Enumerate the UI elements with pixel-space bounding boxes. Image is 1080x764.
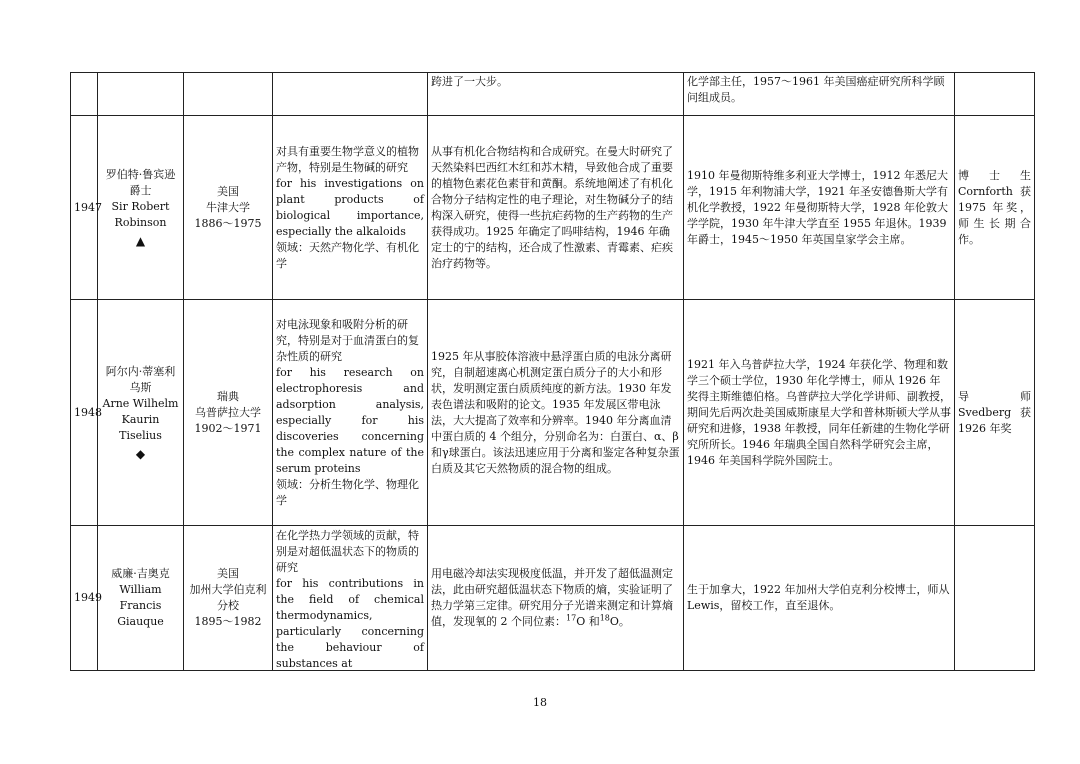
research-field: 领域：分析生物化学、物理化学 <box>276 477 419 507</box>
citation-cn: 对具有重要生物学意义的植物产物，特别是生物碱的研究 <box>276 144 419 174</box>
laureate-cell <box>98 73 184 116</box>
citation-en: for his investigations on plant products of biological importance, especially the alkaloids <box>276 176 424 238</box>
bio-cell: 1910 年曼彻斯特维多利亚大学博士，1912 年悉尼大学，1915 年利物浦大学，1921 年圣安德鲁斯大学有机化学教授，1922 年曼彻斯特大学，1928 年伦敦大学学院，1930 年牛津大学直至 1955 年退休。1939 年爵士，1945～1950 年英国皇家学会主席。 <box>684 116 955 300</box>
laureate-cell <box>98 526 184 671</box>
citation-cell <box>273 73 428 116</box>
table-row <box>71 300 1035 526</box>
life-years: 1886～1975 <box>194 216 262 230</box>
work-cell: 跨进了一大步。 <box>428 73 684 116</box>
isotope-mass: 17 <box>566 613 577 623</box>
institution: 乌普萨拉大学 <box>195 405 261 419</box>
year-cell <box>71 73 98 116</box>
bio-cell: 生于加拿大，1922 年加州大学伯克利分校博士，师从 Lewis，留校工作，直至退休。 <box>684 526 955 671</box>
citation-cn: 对电泳现象和吸附分析的研究，特别是对于血清蛋白的复杂性质的研究 <box>276 317 419 363</box>
note-cell: 导 师 Svedberg 获 1926 年奖 <box>955 300 1035 526</box>
institution-cell <box>184 116 273 300</box>
isotope-mass: 18 <box>599 613 610 623</box>
life-years: 1895～1982 <box>194 615 262 628</box>
institution-cell <box>184 300 273 526</box>
work-cell <box>428 526 684 671</box>
life-years: 1902～1971 <box>194 421 262 435</box>
table-row <box>71 526 1035 671</box>
country: 美国 <box>217 567 239 580</box>
laureate-name-cn: 罗伯特·鲁宾逊爵士 <box>105 167 176 197</box>
laureate-cell <box>98 300 184 526</box>
work-text: O 和 <box>576 615 600 628</box>
table-row <box>71 73 1035 116</box>
citation-cell <box>273 300 428 526</box>
page-number: 18 <box>533 696 547 709</box>
year-cell: 1947 <box>71 116 98 300</box>
citation-cn: 在化学热力学领域的贡献，特别是对超低温状态下的物质的研究 <box>276 529 419 574</box>
citation-en: for his contributions in the field of chemical thermodynamics, particularly concerning the behaviour of substances at <box>276 577 424 670</box>
table-row <box>71 116 1035 300</box>
institution: 加州大学伯克利分校 <box>189 583 267 612</box>
citation-cell <box>273 116 428 300</box>
note-cell <box>955 526 1035 671</box>
bio-cell: 1921 年入乌普萨拉大学，1924 年获化学、物理和数学三个硕士学位，1930 年化学博士，师从 1926 年奖得主斯维德伯格。乌普萨拉大学化学讲师、副教授，期间先后两次赴美国威斯康星大学和普林斯顿大学从事研究和进修，1938 年教授，同年任新建的生物化学研究所所长。1946 年瑞典全国自然科学研究会主席，1946 年美国科学院外国院士。 <box>684 300 955 526</box>
work-text: O。 <box>609 615 630 628</box>
bio-cell: 化学部主任，1957～1961 年美国癌症研究所科学顾问组成员。 <box>684 73 955 116</box>
research-field: 领域：天然产物化学、有机化学 <box>276 240 419 270</box>
diamond-marker-icon: ◆ <box>135 446 146 461</box>
triangle-marker-icon: ▲ <box>135 233 146 248</box>
institution: 牛津大学 <box>206 200 250 214</box>
citation-en: for his research on electrophoresis and adsorption analysis, especially for his discoveries concerning the complex nature of the serum proteins <box>276 365 424 475</box>
laureate-name-cn: 阿尔内·蒂塞利乌斯 <box>105 364 176 394</box>
citation-cell <box>273 526 428 671</box>
laureate-name-cn: 威廉·吉奥克 <box>111 567 170 580</box>
laureate-cell <box>98 116 184 300</box>
note-cell <box>955 73 1035 116</box>
year-cell: 1948 <box>71 300 98 526</box>
year-cell: 1949 <box>71 526 98 671</box>
laureate-name-en: Arne Wilhelm Kaurin Tiselius <box>102 396 179 442</box>
work-cell: 1925 年从事胶体溶液中悬浮蛋白质的电泳分离研究，自制超速离心机测定蛋白质分子的大小和形状，发明测定蛋白质质纯度的新方法。1930 年发表色谱法和吸附的论文。1935 年发展区带电泳法，大大提高了效率和分辨率。1940 年分离血清中蛋白质的 4 个组分，分别命名为：白蛋白、α、β和γ球蛋白。该法迅速应用于分离和鉴定各种复杂蛋白质及其它天然物质的混合物的组成。 <box>428 300 684 526</box>
country: 瑞典 <box>217 389 239 403</box>
work-cell: 从事有机化合物结构和合成研究。在曼大时研究了天然染料巴西红木红和苏木精，导致他合成了重要的植物色素花色素苷和黄酮。系统地阐述了有机化合物分子结构定性的电子理论，对生物碱分子的结构深入研究，使得一些抗疟药物的生产药物的生产获得成功。1925 年确定了吗啡结构，1946 年确定士的宁的结构，还合成了性激素、青霉素、疟疾治疗药物等。 <box>428 116 684 300</box>
work-text: 用电磁冷却法实现极度低温，并开发了超低温测定法，此由研究超低温状态下物质的熵，实验证明了热力学第三定律。研究用分子光谱来测定和计算熵值，发现氧的 2 个同位素： <box>431 567 673 628</box>
institution-cell <box>184 526 273 671</box>
laureate-name-en: William Francis Giauque <box>117 583 164 628</box>
laureates-table <box>70 72 1035 671</box>
laureate-name-en: Sir Robert Robinson <box>111 199 170 229</box>
country: 美国 <box>217 184 239 198</box>
institution-cell <box>184 73 273 116</box>
note-cell: 博 士 生 Cornforth 获 1975 年奖，师生长期合作。 <box>955 116 1035 300</box>
